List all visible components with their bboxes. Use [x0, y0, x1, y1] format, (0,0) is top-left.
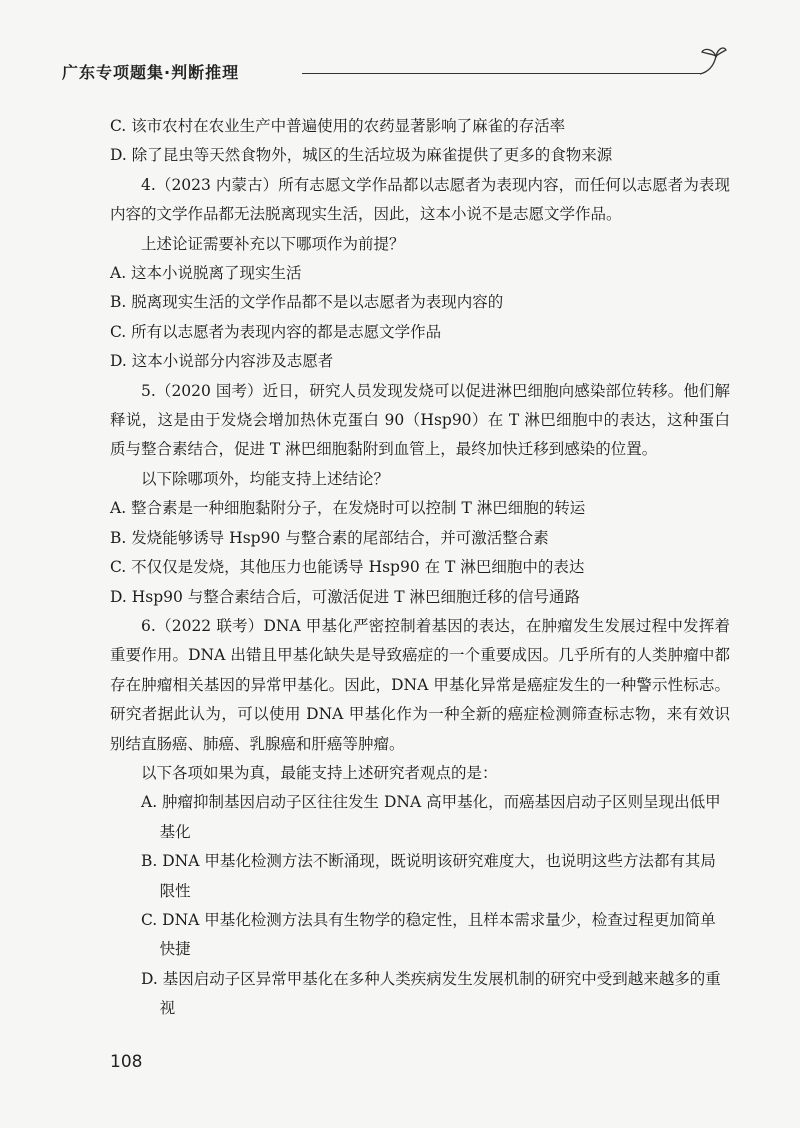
- question-6-option-b: B. DNA 甲基化检测方法不断涌现，既说明该研究难度大，也说明这些方法都有其局限性: [141, 852, 716, 900]
- question-4-option-a: A. 这本小说脱离了现实生活: [110, 264, 302, 283]
- question-6-prompt: 以下各项如果为真，最能支持上述研究者观点的是：: [141, 763, 498, 782]
- question-6-option-c: C. DNA 甲基化检测方法具有生物学的稳定性，且样本需求量少，检查过程更加简单快捷: [141, 910, 716, 959]
- question-5-option-d: D. Hsp90 与整合素结合后，可激活促进 T 淋巴细胞迁移的信号通路: [110, 587, 580, 606]
- header-title: 广东专项题集·判断推理: [62, 63, 240, 82]
- question-6-stem: 6.（2022 联考）DNA 甲基化严密控制着基因的表达，在肿瘤发生发展过程中发挥着重要作用。DNA 出错且甲基化缺失是导致癌症的一个重要成因。几乎所有的人类肿瘤中都存在肿瘤相关基因的异常甲基化。因此，DNA 甲基化异常是癌症发生的一种警示性标志。研究者据此认为，可以使用 DNA 甲基化作为一种全新的癌症检测筛查标志物，来有效识别结直肠癌、肺癌、乳腺癌和肝癌等肿瘤。: [110, 616, 730, 753]
- question-5-option-a: A. 整合素是一种细胞黏附分子，在发烧时可以控制 T 淋巴细胞的转运: [110, 499, 586, 518]
- prev-option-c: C. 该市农村在农业生产中普遍使用的农药显著影响了麻雀的存活率: [110, 117, 566, 135]
- question-4-stem: 4.（2023 内蒙古）所有志愿文学作品都以志愿者为表现内容，而任何以志愿者为表现内容的文学作品都无法脱离现实生活，因此，这本小说不是志愿文学作品。: [110, 175, 730, 224]
- page-header: [40, 42, 730, 82]
- header-rule: [302, 73, 702, 74]
- page-number: 108: [110, 1052, 143, 1072]
- question-5-option-c: C. 不仅仅是发烧，其他压力也能诱导 Hsp90 在 T 淋巴细胞中的表达: [110, 558, 585, 577]
- question-4-option-b: B. 脱离现实生活的文学作品都不是以志愿者为表现内容的: [110, 293, 504, 312]
- question-5-option-b: B. 发烧能够诱导 Hsp90 与整合素的尾部结合，并可激活整合素: [110, 528, 549, 547]
- question-4-prompt: 上述论证需要补充以下哪项作为前提？: [141, 234, 405, 253]
- question-6-option-d: D. 基因启动子区异常甲基化在多种人类疾病发生发展机制的研究中受到越来越多的重视: [141, 969, 721, 1018]
- question-5-prompt: 以下除哪项外，均能支持上述结论？: [141, 469, 390, 488]
- question-5-stem: 5.（2020 国考）近日，研究人员发现发烧可以促进淋巴细胞向感染部位转移。他们解释说，这是由于发烧会增加热休克蛋白 90（Hsp90）在 T 淋巴细胞中的表达，这种蛋白质与整合素结合，促进 T 淋巴细胞黏附到血管上，最终加快迁移到感染的位置。: [110, 381, 730, 459]
- prev-option-d: D. 除了昆虫等天然食物外，城区的生活垃圾为麻雀提供了更多的食物来源: [110, 146, 613, 165]
- question-4-option-d: D. 这本小说部分内容涉及志愿者: [110, 352, 334, 371]
- sprout-icon: [690, 42, 728, 80]
- question-6-option-a: A. 肿瘤抑制基因启动子区往往发生 DNA 高甲基化，而癌基因启动子区则呈现出低甲基化: [141, 793, 721, 841]
- page-content: [110, 112, 730, 1024]
- question-4-option-c: C. 所有以志愿者为表现内容的都是志愿文学作品: [110, 322, 442, 341]
- question-6-options: [110, 788, 730, 1023]
